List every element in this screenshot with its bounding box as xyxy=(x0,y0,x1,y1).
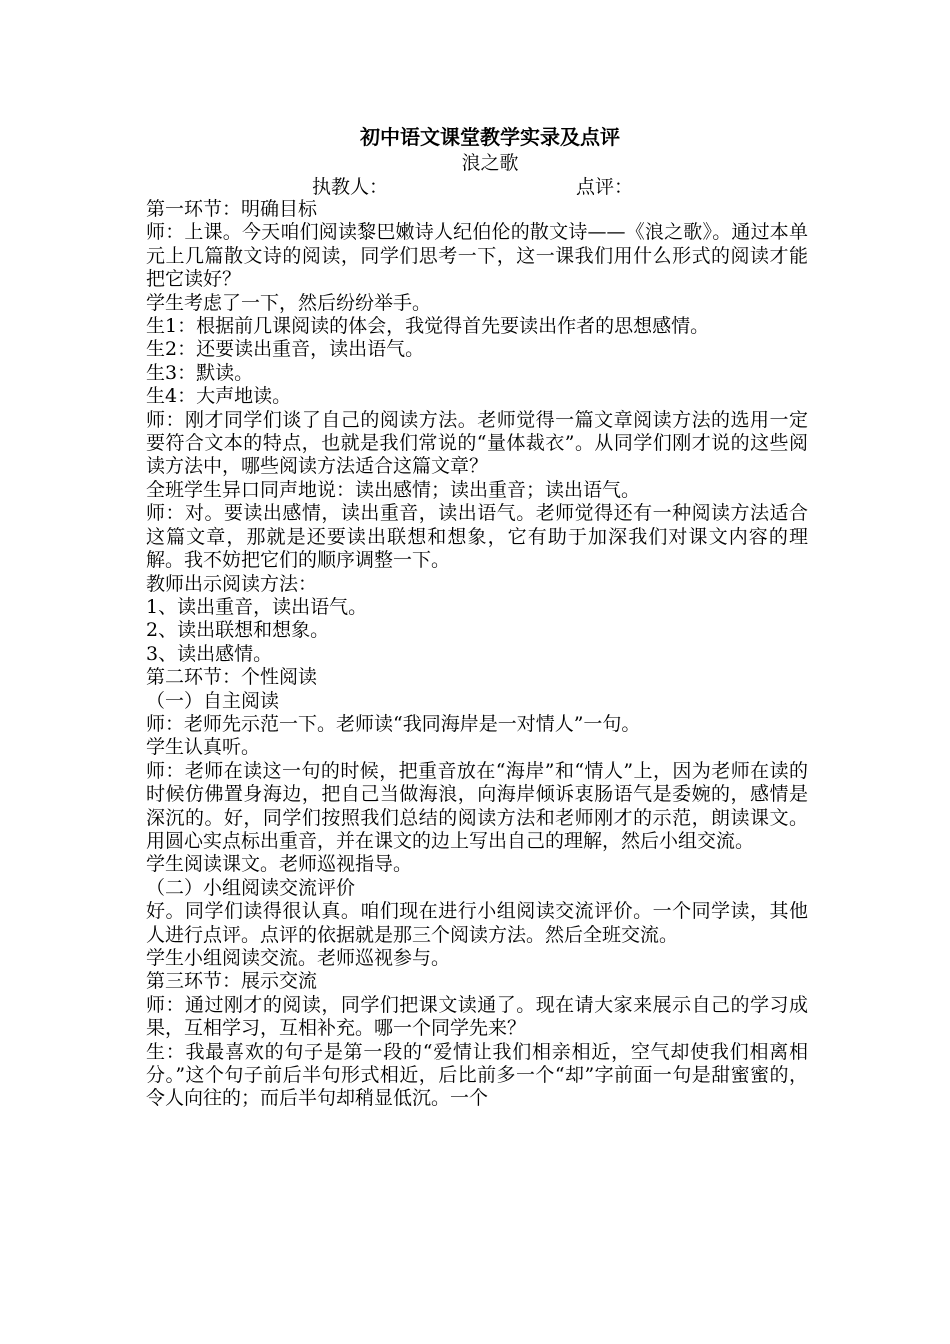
paragraph: 师：老师在读这一句的时候，把重音放在“海岸”和“情人”上，因为老师在读的时候仿佛置身海边，把自己当做海浪，向海岸倾诉衷肠语气是委婉的，感情是深沉的。好，同学们按照我们总结的阅读方法和老师刚才的示范，朗读课文。用圆心实点标出重音，并在课文的边上写出自己的理解，然后小组交流。 xyxy=(146,759,808,852)
paragraph: 生2：还要读出重音，读出语气。 xyxy=(146,338,425,361)
document-title: 初中语文课堂教学实录及点评 xyxy=(360,125,620,149)
subsection-heading: （二）小组阅读交流评价 xyxy=(146,876,356,899)
document-body xyxy=(146,198,808,1111)
paragraph: 学生考虑了一下，然后纷纷举手。 xyxy=(146,291,432,314)
author-meta-row xyxy=(0,173,950,201)
reviewer-label: 点评： xyxy=(576,176,634,198)
section-heading: 第一环节：明确目标 xyxy=(146,198,318,220)
section-heading: 第二环节：个性阅读 xyxy=(146,666,318,689)
paragraph: 学生阅读课文。老师巡视指导。 xyxy=(146,853,413,876)
paragraph: 学生小组阅读交流。老师巡视参与。 xyxy=(146,947,451,969)
paragraph: 师：通过刚才的阅读，同学们把课文读通了。现在请大家来展示自己的学习成果，互相学习，互相补充。哪一个同学先来？ xyxy=(146,993,808,1040)
paragraph: 师：上课。今天咱们阅读黎巴嫩诗人纪伯伦的散文诗——《浪之歌》。通过本单元上几篇散文诗的阅读，同学们思考一下，这一课我们用什么形式的阅读才能把它读好？ xyxy=(146,221,808,291)
paragraph: 教师出示阅读方法： xyxy=(146,572,318,595)
list-item: 2、读出联想和想象。 xyxy=(146,619,330,642)
paragraph: 师：老师先示范一下。老师读“我同海岸是一对情人”一句。 xyxy=(146,712,641,735)
list-item: 3、读出感情。 xyxy=(146,642,273,665)
paragraph: 师：刚才同学们谈了自己的阅读方法。老师觉得一篇文章阅读方法的选用一定要符合文本的特点，也就是我们常说的“量体裁衣”。从同学们刚才说的这些阅读方法中，哪些阅读方法适合这篇文章？ xyxy=(146,408,808,478)
paragraph: 生1：根据前几课阅读的体会，我觉得首先要读出作者的思想感情。 xyxy=(146,315,710,338)
paragraph: 学生认真听。 xyxy=(146,736,261,759)
section-heading: 第三环节：展示交流 xyxy=(146,970,318,993)
paragraph: 好。同学们读得很认真。咱们现在进行小组阅读交流评价。一个同学读，其他人进行点评。点评的依据就是那三个阅读方法。然后全班交流。 xyxy=(146,900,808,946)
teacher-label: 执教人： xyxy=(312,176,389,198)
paragraph: 师：对。要读出感情，读出重音，读出语气。老师觉得还有一种阅读方法适合这篇文章，那就是还要读出联想和想象，它有助于加深我们对课文内容的理解。我不妨把它们的顺序调整一下。 xyxy=(146,502,808,572)
list-item: 1、读出重音，读出语气。 xyxy=(146,595,368,618)
subsection-heading: （一）自主阅读 xyxy=(146,689,280,712)
paragraph: 生3：默读。 xyxy=(146,361,254,384)
paragraph: 生4：大声地读。 xyxy=(146,385,292,408)
document-subtitle: 浪之歌 xyxy=(461,152,519,174)
paragraph: 全班学生异口同声地说：读出感情；读出重音；读出语气。 xyxy=(146,478,641,501)
paragraph: 生：我最喜欢的句子是第一段的“爱情让我们相亲相近，空气却使我们相离相分。”这个句子前后半句形式相近，后比前多一个“却”字前面一句是甜蜜蜜的，令人向往的；而后半句却稍显低沉。一个 xyxy=(146,1040,808,1110)
